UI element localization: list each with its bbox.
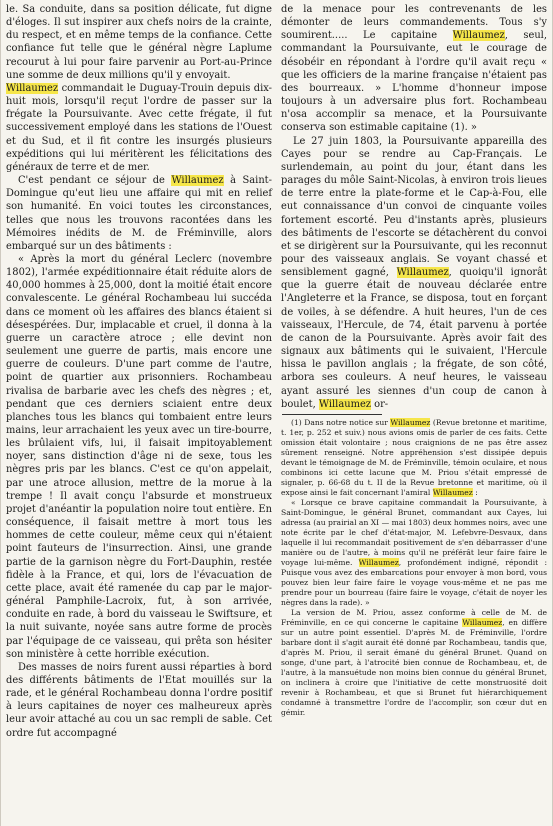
search-highlight: Willaumez [432,487,473,497]
search-highlight: Willaumez [6,82,59,94]
footnote-rule [282,414,382,415]
right-column [281,3,547,718]
search-highlight: Willaumez [462,617,503,627]
paragraph: C'est pendant ce séjour de Willaumez à Saint-Domingue qu'eut lieu une affaire qui mit en relief son humanité. En voici toutes les circonstances, telles que nous les trouvons racontées dans les Mémoires inédits de M. de Fréminville, alors embarqué sur un des bâtiments : [6,175,272,252]
search-highlight: Willaumez [396,267,449,279]
footnote: « Lorsque ce brave capitaine commandait la Poursuivante, à Saint-Domingue, le général Brunet, commandant aux Cayes, lui adressa (au prairial an XI — mai 1803) deux hommes noirs, avec une note écrite par le chef d'état-major, M. Lefebvre-Desvaux, dans laquelle il lui recommandait positivement de s'en débarrasser d'une manière ou de l'autre, à moins qu'il ne préférât leur faire faire le voyage lui-même. Willaumez, profondément indigné, répondit : Puisque vous avez des embarcations pour envoyer à mon bord, vous pouvez bien leur faire faire le voyage vous-même et ne pas me prendre pour un bourreau (faire faire le voyage, c'était de noyer les nègres dans la rade). » [281,497,547,607]
paragraph: le. Sa conduite, dans sa position délicate, fut digne d'éloges. Il sut inspirer aux chefs noirs de la crainte, du respect, et en même temps de la confiance. Cette confiance fut telle que le général nègre Laplume recourut à lui pour faire parvenir au Port-au-Prince une somme de deux millions qu'il y envoyait. [6,4,272,81]
paragraph: Le 27 juin 1803, la Poursuivante appareilla des Cayes pour se rendre au Cap-Français. Le surlendemain, au point du jour, étant dans les parages du môle Saint-Nicolas, à environ trois lieues de terre entre la plate-forme et le Cap-à-Fou, elle eut connaissance d'un convoi de cinquante voiles fortement escorté. Peu d'instants après, plusieurs des bâtiments de l'escorte se détachèrent du convoi et se dirigèrent sur la Poursuivante, qui les reconnut pour des vaisseaux anglais. Se voyant chassé et sensiblement gagné, Willaumez, quoiqu'il ignorât que la guerre était de nouveau déclarée entre l'Angleterre et la France, se disposa, tout en forçant de voiles, à se défendre. A huit heures, l'un de ces vaisseaux, l'Hercule, de 74, était parvenu à portée de canon de la Poursuivante. Après avoir fait des signaux aux bâtiments qui le suivaient, l'Hercule hissa le pavillon anglais ; la frégate, de son côté, arbora ses couleurs. A neuf heures, le vaisseau ayant assuré les siennes d'un coup de canon à boulet, Willaumez or- [281,135,547,410]
search-highlight: Willaumez [390,417,431,427]
paragraph: Des masses de noirs furent aussi réparties à bord des différents bâtiments de l'Etat mouillés sur la rade, et le général Rochambeau donna l'ordre positif à leurs capitaines de noyer ces malheureux après leur avoir attaché au cou un sac rempli de sable. Cet ordre fut accompagné [6,661,272,739]
page-border-left [0,0,1,826]
search-highlight: Willaumez [318,398,371,410]
paragraph: Willaumez commandait le Duguay-Trouin depuis dix-huit mois, lorsqu'il reçut l'ordre de passer sur la frégate la Poursuivante. Avec cette frégate, il fut successivement employé dans les stations de l'Ouest et du Sud, et il fit contre les insurgés plusieurs expéditions qui lui méritèrent les félicitations des généraux de terre et de mer. [6,82,272,173]
search-highlight: Willaumez [171,175,224,187]
paragraph: de la menace pour les contrevenants de les démonter de leurs commandements. Tous s'y soumirent..... Le capitaine Willaumez, seul, commandant la Poursuivante, eut le courage de désobéir en répondant à l'ordre qu'il avait reçu « que les officiers de la marine française n'étaient pas des bourreaux. » L'homme d'honneur impose toujours à un adversaire plus fort. Rochambeau n'osa accomplir sa menace, et la Poursuivante conserva son estimable capitaine (1). » [281,4,547,134]
search-highlight: Willaumez [358,557,399,567]
footnote: La version de M. Priou, assez conforme à celle de M. de Fréminville, en ce qui concerne le capitaine Willaumez, en diffère sur un autre point essentiel. D'après M. de Fréminville, l'ordre barbare dont il s'agit aurait été donné par Rochambeau, tandis que, d'après M. Priou, il serait émané du général Brunet. Quand on songe, d'une part, à l'atrocité bien connue de Rochambeau, et, de l'autre, à la mansuétude non moins bien connue du général Brunet, on inclinera à croire que l'initiative de cette monstruosité doit revenir à Rochambeau, et que si Brunet fut hiérarchiquement condamné à transmettre l'ordre de l'accomplir, son cœur dut en gémir. [281,607,547,717]
search-highlight: Willaumez [452,30,505,42]
left-column [6,3,272,740]
footnotes [281,418,547,718]
paragraph: « Après la mort du général Leclerc (novembre 1802), l'armée expéditionnaire était réduite alors de 40,000 hommes à 25,000, dont la moitié était encore convalescente. Le général Rochambeau lui succéda dans ce moment où les affaires des blancs étaient si désespérées. Dur, implacable et cruel, il donna à la guerre un caractère atroce ; elle devint non seulement une guerre de partis, mais encore une guerre de couleurs. D'une part comme de l'autre, point de quartier aux prisonniers. Rochambeau rivalisa de barbarie avec les chefs des nègres ; et, pendant que ces derniers sciaient entre deux planches tous les blancs qui tombaient entre leurs mains, leur arrachaient les yeux avec un tire-bourre, les brûlaient vifs, lui, il faisait impitoyablement noyer, sans distinction d'âge ni de sexe, tous les nègres pris par les blancs. C'est ce qu'on appelait, par une atroce allusion, mettre de la morue à la trempe ! Il avait conçu l'absurde et monstrueux projet d'anéantir la population noire tout entière. En conséquence, il faisait mettre à mort tous les hommes de cette couleur, même ceux qui n'étaient point fauteurs de l'insurrection. Ainsi, une grande partie de la garnison nègre du Fort-Dauphin, restée fidèle à la France, et qui, lors de l'évacuation de cette place, avait été ramenée du cap par le major-général Pamphile-Lacroix, fut, à son arrivée, conduite en rade, à bord du vaisseau le Swiftsure, et la nuit suivante, noyée sans autre forme de procès par l'équipage de ce vaisseau, qui prêta son hésiter son ministère à cette horrible exécution. [6,253,272,660]
footnote: (1) Dans notre notice sur Willaumez (Revue bretonne et maritime, t. 1er, p. 252 et suiv.) nous avions omis de parler de ces faits. Cette omission était volontaire ; nous craignions de ne pas être assez sûrement renseigné. Notre appréhension s'est dissipée depuis devant le témoignage de M. de Fréminville, témoin oculaire, et nous combinons ici cette lacune que M. Priou s'était empressé de signaler, p. 66-68 du t. II de la Revue bretonne et maritime, où il expose ainsi le fait concernant l'amiral Willaumez : [281,417,547,497]
